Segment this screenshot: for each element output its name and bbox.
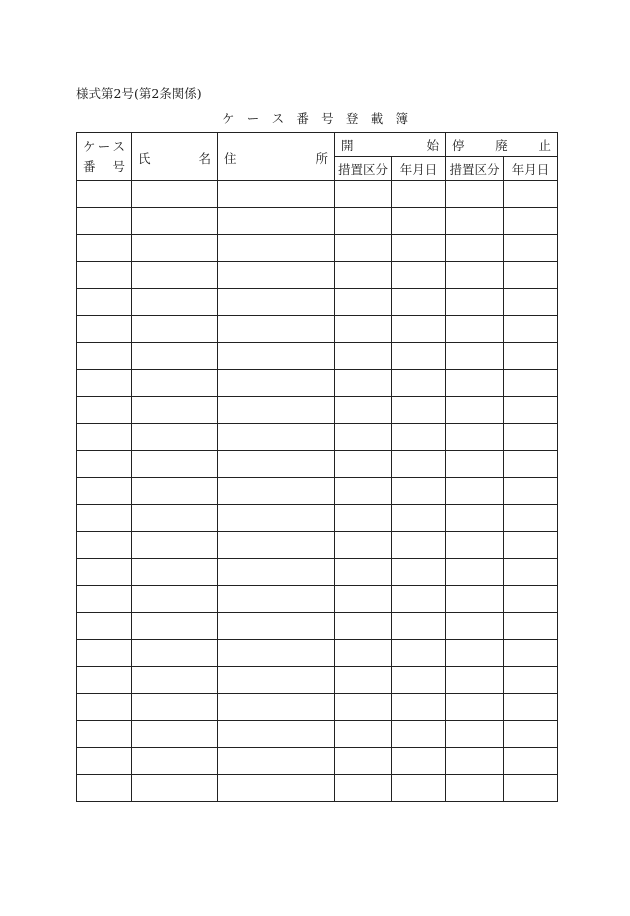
- table-cell: [335, 289, 392, 316]
- table-cell: [132, 262, 218, 289]
- table-cell: [132, 775, 218, 802]
- table-cell: [335, 613, 392, 640]
- table-cell: [218, 370, 335, 397]
- table-cell: [392, 505, 446, 532]
- table-row: [77, 343, 558, 370]
- table-cell: [132, 559, 218, 586]
- table-row: [77, 559, 558, 586]
- table-cell: [392, 721, 446, 748]
- table-row: [77, 235, 558, 262]
- table-cell: [218, 640, 335, 667]
- table-row: [77, 370, 558, 397]
- table-cell: [132, 235, 218, 262]
- table-cell: [392, 397, 446, 424]
- table-cell: [77, 478, 132, 505]
- table-cell: [392, 181, 446, 208]
- table-cell: [392, 235, 446, 262]
- table-cell: [77, 505, 132, 532]
- table-cell: [392, 208, 446, 235]
- table-cell: [504, 181, 558, 208]
- header-char: ス: [112, 138, 125, 154]
- table-cell: [446, 721, 504, 748]
- table-cell: [504, 667, 558, 694]
- header-char: 番: [83, 158, 96, 174]
- table-cell: [446, 424, 504, 451]
- table-cell: [218, 721, 335, 748]
- table-cell: [77, 181, 132, 208]
- table-cell: [392, 694, 446, 721]
- table-cell: [218, 613, 335, 640]
- table-cell: [446, 559, 504, 586]
- table-cell: [335, 694, 392, 721]
- header-char: ケ: [83, 138, 96, 154]
- table-row: [77, 586, 558, 613]
- table-cell: [504, 559, 558, 586]
- table-cell: [446, 775, 504, 802]
- table-cell: [132, 694, 218, 721]
- table-cell: [218, 667, 335, 694]
- header-stop-measure: 措置区分: [446, 157, 504, 181]
- table-cell: [132, 667, 218, 694]
- title-char: ケ: [222, 111, 235, 126]
- table-cell: [132, 586, 218, 613]
- header-char: 始: [426, 137, 439, 153]
- title-char: ス: [271, 111, 285, 126]
- table-cell: [392, 748, 446, 775]
- table-cell: [77, 532, 132, 559]
- table-cell: [446, 613, 504, 640]
- table-cell: [132, 613, 218, 640]
- table-cell: [392, 316, 446, 343]
- table-cell: [504, 316, 558, 343]
- table-cell: [504, 748, 558, 775]
- table-cell: [446, 316, 504, 343]
- table-cell: [446, 748, 504, 775]
- table-cell: [335, 640, 392, 667]
- table-cell: [335, 370, 392, 397]
- table-cell: [504, 343, 558, 370]
- table-cell: [504, 208, 558, 235]
- table-cell: [77, 667, 132, 694]
- table-cell: [77, 424, 132, 451]
- table-cell: [504, 586, 558, 613]
- table-cell: [132, 208, 218, 235]
- table-cell: [392, 667, 446, 694]
- table-cell: [77, 397, 132, 424]
- table-cell: [77, 208, 132, 235]
- table-row: [77, 478, 558, 505]
- table-cell: [77, 370, 132, 397]
- table-cell: [446, 370, 504, 397]
- table-row: [77, 424, 558, 451]
- table-cell: [218, 748, 335, 775]
- table-cell: [392, 559, 446, 586]
- table-row: [77, 721, 558, 748]
- table-cell: [335, 721, 392, 748]
- table-cell: [77, 262, 132, 289]
- table-cell: [132, 397, 218, 424]
- title-char: 号: [321, 111, 334, 126]
- header-char: 開: [341, 137, 354, 153]
- table-cell: [77, 694, 132, 721]
- table-row: [77, 640, 558, 667]
- form-number-label: 様式第2号(第2条関係): [76, 86, 202, 101]
- register-body: [77, 181, 558, 802]
- table-cell: [446, 235, 504, 262]
- header-char: 所: [315, 151, 328, 166]
- table-cell: [132, 289, 218, 316]
- table-cell: [77, 343, 132, 370]
- table-cell: [504, 235, 558, 262]
- table-cell: [335, 235, 392, 262]
- title-char: ー: [246, 111, 260, 126]
- table-cell: [218, 478, 335, 505]
- table-cell: [335, 208, 392, 235]
- title-char: 番: [296, 111, 309, 126]
- table-cell: [218, 559, 335, 586]
- table-row: [77, 775, 558, 802]
- header-address: [218, 133, 335, 181]
- header-char: 氏: [138, 151, 151, 166]
- table-cell: [218, 775, 335, 802]
- table-cell: [335, 316, 392, 343]
- table-row: [77, 613, 558, 640]
- header-char: 住: [224, 151, 237, 166]
- table-cell: [504, 397, 558, 424]
- table-cell: [218, 262, 335, 289]
- table-cell: [132, 424, 218, 451]
- table-cell: [335, 748, 392, 775]
- table-cell: [446, 343, 504, 370]
- header-char: 廃: [495, 137, 508, 153]
- table-cell: [446, 208, 504, 235]
- table-cell: [446, 397, 504, 424]
- table-cell: [504, 451, 558, 478]
- table-cell: [218, 343, 335, 370]
- table-cell: [77, 775, 132, 802]
- table-cell: [77, 640, 132, 667]
- table-cell: [218, 424, 335, 451]
- table-cell: [392, 613, 446, 640]
- table-cell: [77, 451, 132, 478]
- table-cell: [335, 667, 392, 694]
- table-cell: [504, 694, 558, 721]
- table-cell: [392, 289, 446, 316]
- table-cell: [218, 694, 335, 721]
- table-cell: [218, 451, 335, 478]
- table-cell: [335, 532, 392, 559]
- table-cell: [218, 316, 335, 343]
- title-char: 載: [370, 111, 384, 126]
- table-cell: [504, 289, 558, 316]
- table-cell: [446, 640, 504, 667]
- table-cell: [218, 181, 335, 208]
- header-stop: [446, 133, 558, 157]
- table-cell: [77, 613, 132, 640]
- table-row: [77, 667, 558, 694]
- table-cell: [218, 235, 335, 262]
- header-char: 停: [452, 137, 465, 153]
- table-cell: [335, 424, 392, 451]
- table-cell: [392, 640, 446, 667]
- table-row: [77, 532, 558, 559]
- table-row: [77, 748, 558, 775]
- header-stop-date: 年月日: [504, 157, 558, 181]
- table-cell: [446, 667, 504, 694]
- table-cell: [132, 316, 218, 343]
- table-cell: [446, 262, 504, 289]
- table-cell: [335, 775, 392, 802]
- table-cell: [392, 532, 446, 559]
- table-cell: [504, 613, 558, 640]
- table-cell: [446, 586, 504, 613]
- table-row: [77, 451, 558, 478]
- table-row: [77, 289, 558, 316]
- table-cell: [446, 451, 504, 478]
- table-cell: [504, 721, 558, 748]
- table-cell: [218, 397, 335, 424]
- table-row: [77, 262, 558, 289]
- table-cell: [392, 478, 446, 505]
- register-table: [76, 132, 558, 802]
- table-cell: [504, 262, 558, 289]
- table-cell: [132, 478, 218, 505]
- table-cell: [504, 640, 558, 667]
- table-cell: [335, 262, 392, 289]
- table-cell: [77, 748, 132, 775]
- table-cell: [504, 478, 558, 505]
- table-cell: [335, 451, 392, 478]
- table-cell: [446, 694, 504, 721]
- table-cell: [392, 451, 446, 478]
- table-cell: [77, 235, 132, 262]
- table-cell: [77, 316, 132, 343]
- table-cell: [335, 505, 392, 532]
- table-cell: [392, 586, 446, 613]
- table-cell: [392, 775, 446, 802]
- table-row: [77, 181, 558, 208]
- table-cell: [392, 424, 446, 451]
- header-name: [132, 133, 218, 181]
- table-cell: [218, 505, 335, 532]
- table-cell: [132, 181, 218, 208]
- header-char: ー: [97, 138, 111, 154]
- table-row: [77, 505, 558, 532]
- title-char: 簿: [395, 111, 408, 126]
- table-cell: [335, 181, 392, 208]
- table-cell: [218, 289, 335, 316]
- table-cell: [504, 370, 558, 397]
- table-cell: [218, 586, 335, 613]
- table-cell: [132, 343, 218, 370]
- table-cell: [446, 478, 504, 505]
- table-cell: [77, 289, 132, 316]
- table-cell: [446, 289, 504, 316]
- table-cell: [392, 343, 446, 370]
- table-cell: [132, 721, 218, 748]
- header-char: 名: [198, 151, 211, 166]
- title-char: 登: [345, 111, 359, 126]
- table-cell: [392, 262, 446, 289]
- table-cell: [446, 181, 504, 208]
- table-cell: [132, 451, 218, 478]
- table-cell: [218, 532, 335, 559]
- table-cell: [504, 532, 558, 559]
- table-cell: [335, 343, 392, 370]
- table-row: [77, 397, 558, 424]
- table-cell: [218, 208, 335, 235]
- header-case-number: [77, 133, 132, 181]
- table-cell: [77, 586, 132, 613]
- table-cell: [77, 559, 132, 586]
- header-char: 止: [538, 137, 551, 153]
- table-cell: [77, 721, 132, 748]
- header-start-date: 年月日: [392, 157, 446, 181]
- table-cell: [132, 748, 218, 775]
- table-cell: [132, 532, 218, 559]
- table-cell: [504, 424, 558, 451]
- table-cell: [504, 775, 558, 802]
- table-cell: [392, 370, 446, 397]
- table-cell: [446, 532, 504, 559]
- table-cell: [335, 478, 392, 505]
- header-start: [335, 133, 446, 157]
- table-cell: [132, 370, 218, 397]
- table-cell: [446, 505, 504, 532]
- table-row: [77, 694, 558, 721]
- table-cell: [335, 397, 392, 424]
- header-char: 号: [112, 158, 125, 174]
- table-cell: [132, 640, 218, 667]
- document-title: [222, 109, 408, 127]
- table-row: [77, 316, 558, 343]
- table-cell: [335, 586, 392, 613]
- table-cell: [504, 505, 558, 532]
- table-cell: [335, 559, 392, 586]
- header-start-measure: 措置区分: [335, 157, 392, 181]
- table-cell: [132, 505, 218, 532]
- table-row: [77, 208, 558, 235]
